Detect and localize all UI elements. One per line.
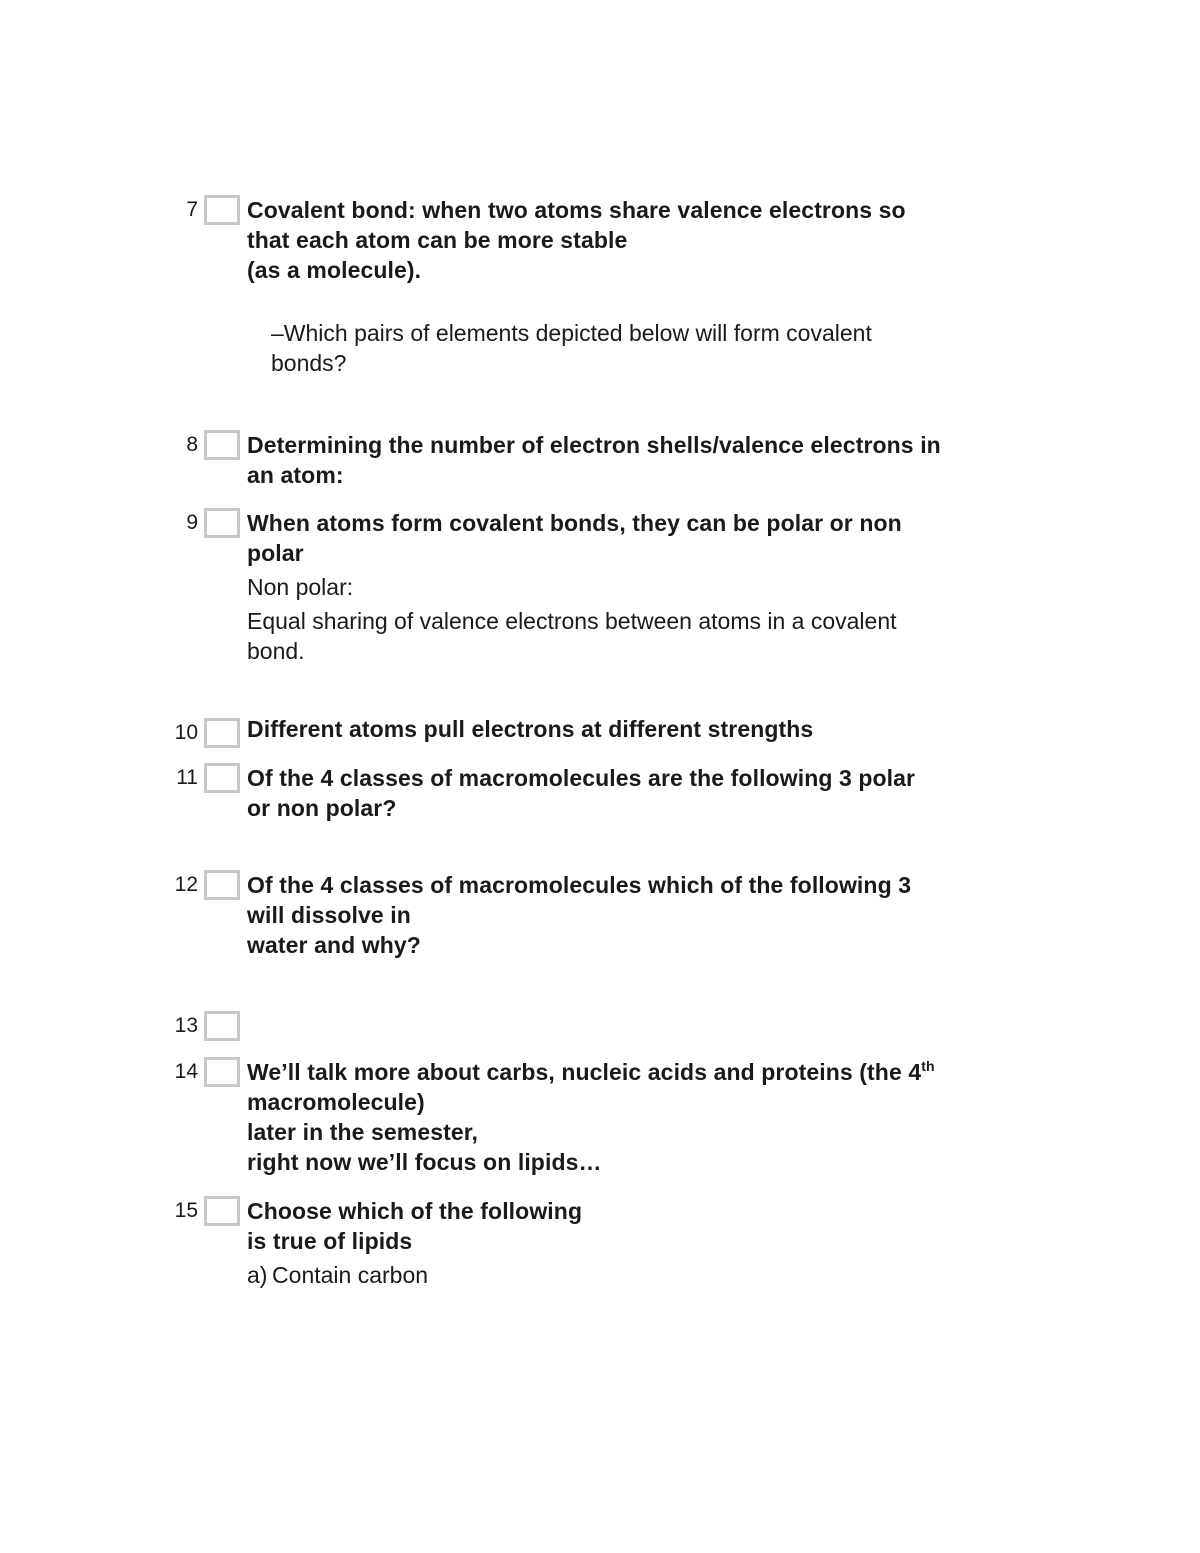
slide-notes <box>247 763 1037 823</box>
slide-checkbox[interactable] <box>204 195 240 225</box>
slide-checkbox[interactable] <box>204 718 240 748</box>
slide-notes <box>247 1196 1037 1290</box>
heading-text: We’ll talk more about carbs, nucleic acids and proteins (the 4 <box>247 1059 922 1085</box>
slide-checkbox[interactable] <box>204 870 240 900</box>
slide-heading: Determining the number of electron shells/valence electrons in an atom: <box>247 432 941 488</box>
slide-number: 12 <box>174 873 198 896</box>
slide-checkbox[interactable] <box>204 430 240 460</box>
slide-notes <box>247 195 1037 378</box>
slide-heading <box>247 1057 1037 1177</box>
slide-notes <box>247 870 1037 960</box>
slide-number: 15 <box>174 1199 198 1222</box>
slide-heading: Of the 4 classes of macromolecules are the following 3 polar or non polar? <box>247 765 916 821</box>
slide-number: 10 <box>174 721 198 744</box>
answer-option: a) Contain carbon <box>247 1262 429 1288</box>
slide-number: 7 <box>186 198 198 221</box>
slide-number: 11 <box>176 766 198 789</box>
slide-heading: Choose which of the following is true of lipids <box>247 1198 583 1254</box>
slide-number: 13 <box>174 1014 198 1037</box>
slide-checkbox[interactable] <box>204 1011 240 1041</box>
slide-notes <box>247 430 1037 490</box>
slide-text-line: Non polar: <box>247 574 354 600</box>
slide-checkbox[interactable] <box>204 1057 240 1087</box>
slide-heading: Different atoms pull electrons at different strengths <box>247 716 814 742</box>
slide-heading: When atoms form covalent bonds, they can be polar or non polar <box>247 510 902 566</box>
slide-checkbox[interactable] <box>204 1196 240 1226</box>
slide-checkbox[interactable] <box>204 508 240 538</box>
superscript-text: th <box>921 1058 935 1074</box>
slide-heading: Covalent bond: when two atoms share valence electrons so that each atom can be more stable (as a molecule). <box>247 197 906 283</box>
slide-notes <box>247 508 1037 666</box>
slide-number: 8 <box>186 433 198 456</box>
slide-text-line: Equal sharing of valence electrons between atoms in a covalent bond. <box>247 608 897 664</box>
slide-number: 9 <box>186 511 198 534</box>
slide-checkbox[interactable] <box>204 763 240 793</box>
slide-heading: Of the 4 classes of macromolecules which of the following 3 will dissolve in water and why? <box>247 872 912 958</box>
slide-subtext: –Which pairs of elements depicted below will form covalent bonds? <box>271 320 872 376</box>
slide-number: 14 <box>174 1060 198 1083</box>
slide-notes <box>247 1057 1037 1177</box>
slide-notes <box>247 714 1037 744</box>
heading-text-continued: macromolecule) later in the semester, right now we’ll focus on lipids… <box>247 1089 602 1175</box>
